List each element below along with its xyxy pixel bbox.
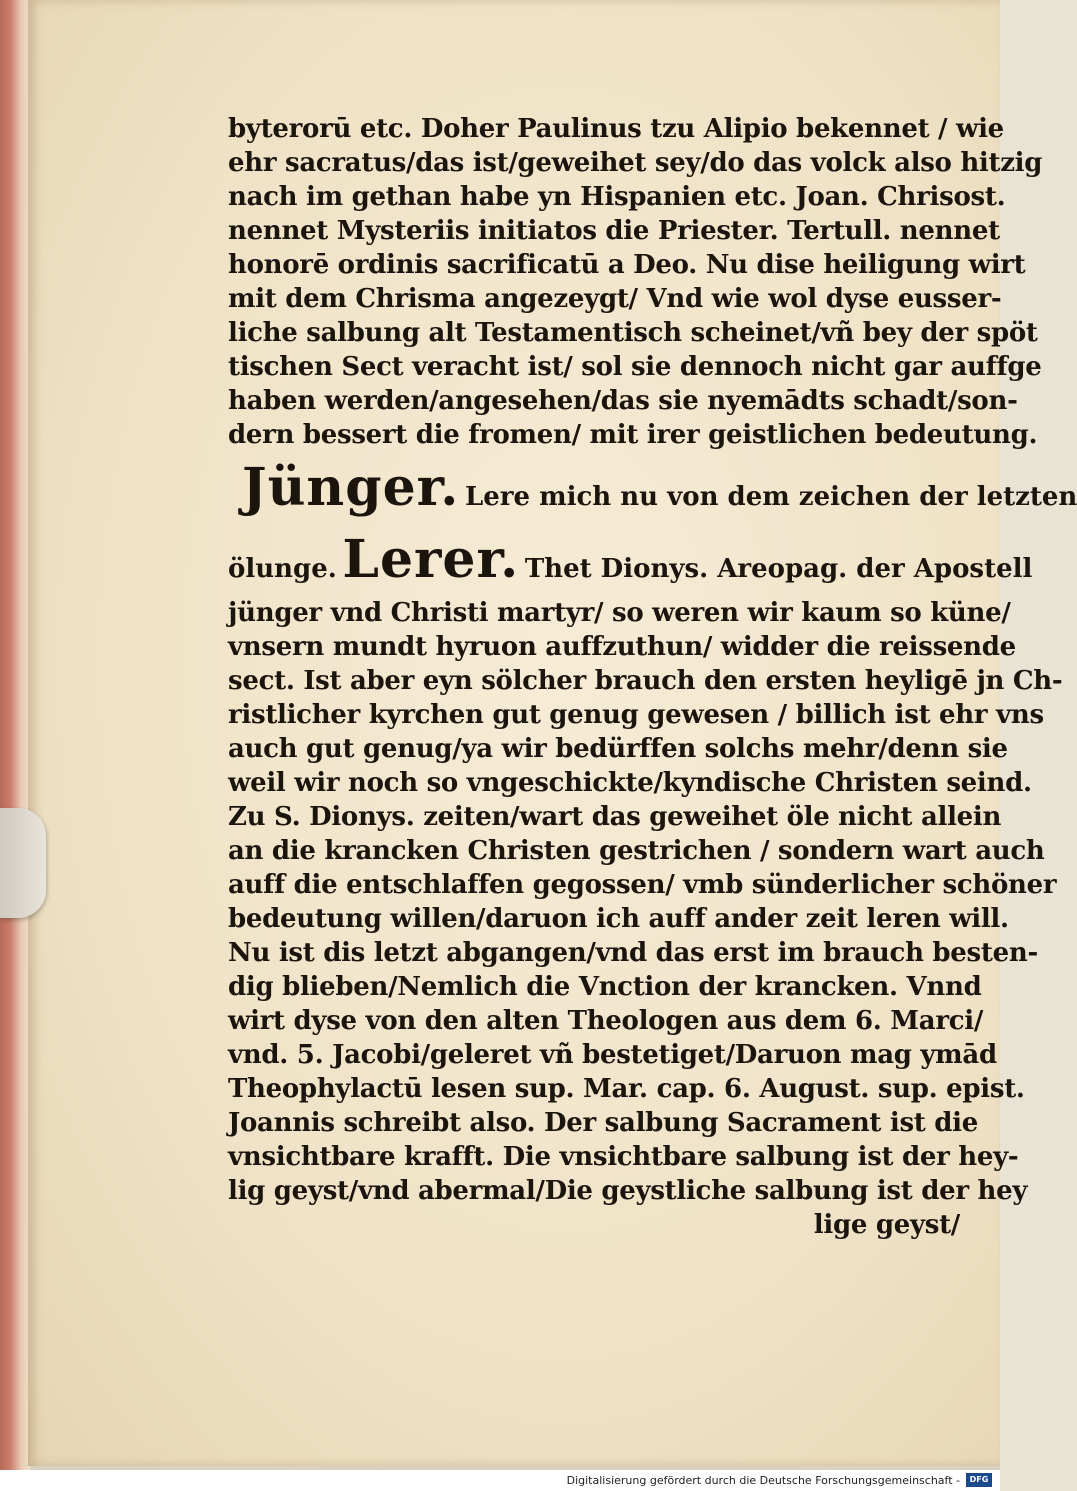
heading-text: Lere mich nu von dem zeichen der letzten <box>464 482 1077 512</box>
text-line: lig geyst/vnd abermal/Die geystliche salbung ist der hey <box>228 1176 1028 1206</box>
dfg-logo-icon: DFG <box>966 1473 992 1487</box>
text-line: an die krancken Christen gestrichen / sondern wart auch <box>228 836 1045 866</box>
heading-text: ölunge. <box>228 554 337 584</box>
text-line: vnsern mundt hyruon auffzuthun/ widder die reissende <box>228 632 1016 662</box>
text-line: jünger vnd Christi martyr/ so weren wir kaum so küne/ <box>228 598 1011 628</box>
page-clip <box>0 808 46 918</box>
page-text <box>228 112 1077 1242</box>
text-line: weil wir noch so vngeschickte/kyndische Christen seind. <box>228 768 1032 798</box>
funding-notice: Digitalisierung gefördert durch die Deutsche Forschungsgemeinschaft - <box>566 1474 960 1487</box>
text-line: honorē ordinis sacrificatū a Deo. Nu dise heiligung wirt <box>228 250 1026 280</box>
book-edge <box>0 0 30 1470</box>
text-line: auff die entschlaffen gegossen/ vmb sünderlicher schöner <box>228 870 1057 900</box>
text-line: sect. Ist aber eyn sölcher brauch den ersten heyligē jn Ch- <box>228 666 1063 696</box>
text-line: Nu ist dis letzt abgangen/vnd das erst im brauch besten- <box>228 938 1038 968</box>
text-line: ehr sacratus/das ist/geweihet sey/do das volck also hitzig <box>228 148 1043 178</box>
text-line: byterorū etc. Doher Paulinus tzu Alipio bekennet / wie <box>228 114 1004 144</box>
text-line: dig blieben/Nemlich die Vnction der krancken. Vnnd <box>228 972 982 1002</box>
text-line: nach im gethan habe yn Hispanien etc. Joan. Chrisost. <box>228 182 1006 212</box>
footer-bar <box>0 1470 1000 1491</box>
speaker-label: Jünger. <box>242 457 460 518</box>
text-line: nennet Mysteriis initiatos die Priester. Tertull. nennet <box>228 216 1000 246</box>
text-line: auch gut genug/ya wir bedürffen solchs mehr/denn sie <box>228 734 1008 764</box>
text-line: Zu S. Dionys. zeiten/wart das geweihet öle nicht allein <box>228 802 1002 832</box>
heading-text: Thet Dionys. Areopag. der Apostell <box>524 554 1033 584</box>
text-line: ristlicher kyrchen gut genug gewesen / billich ist ehr vns <box>228 700 1044 730</box>
text-line: liche salbung alt Testamentisch scheinet/vñ bey der spöt <box>228 318 1038 348</box>
text-line: mit dem Chrisma angezeygt/ Vnd wie wol dyse eusser- <box>228 284 1002 314</box>
text-line: vnd. 5. Jacobi/geleret vñ bestetiget/Daruon mag ymād <box>228 1040 997 1070</box>
speaker-heading-lerer <box>228 524 1033 596</box>
speaker-heading-juenger <box>228 452 1077 524</box>
text-line: Joannis schreibt also. Der salbung Sacrament ist die <box>228 1108 978 1138</box>
speaker-label: Lerer. <box>342 529 520 590</box>
text-line: vnsichtbare krafft. Die vnsichtbare salbung ist der hey- <box>228 1142 1019 1172</box>
text-line: haben werden/angesehen/das sie nyemādts schadt/son- <box>228 386 1018 416</box>
text-line-last: lige geyst/ <box>813 1210 960 1240</box>
text-line: wirt dyse von den alten Theologen aus dem 6. Marci/ <box>228 1006 984 1036</box>
text-line: dern bessert die fromen/ mit irer geistlichen bedeutung. <box>228 420 1038 450</box>
text-line: bedeutung willen/daruon ich auff ander zeit leren will. <box>228 904 1009 934</box>
text-line: Theophylactū lesen sup. Mar. cap. 6. August. sup. epist. <box>228 1074 1025 1104</box>
text-line: tischen Sect veracht ist/ sol sie dennoch nicht gar auffge <box>228 352 1042 382</box>
